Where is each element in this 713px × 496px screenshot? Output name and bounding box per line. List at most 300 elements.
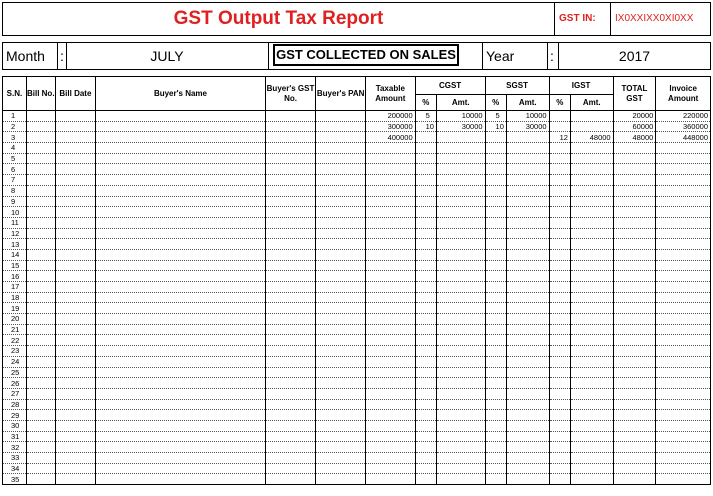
cell-invoice-amount[interactable] bbox=[656, 282, 711, 293]
cell-cgst-pct[interactable] bbox=[415, 442, 436, 453]
cell-sgst-pct[interactable] bbox=[485, 271, 506, 282]
cell-total-gst[interactable] bbox=[613, 453, 656, 464]
cell-invoice-amount[interactable] bbox=[656, 453, 711, 464]
cell-total-gst[interactable] bbox=[613, 346, 656, 357]
cell-sgst-amt[interactable] bbox=[506, 185, 549, 196]
cell-buyer-gst[interactable] bbox=[265, 228, 316, 239]
cell-buyer-pan[interactable] bbox=[316, 164, 366, 175]
cell-buyer-name[interactable] bbox=[96, 378, 265, 389]
cell-invoice-amount[interactable] bbox=[656, 399, 711, 410]
cell-buyer-name[interactable] bbox=[96, 271, 265, 282]
cell-bill-date[interactable] bbox=[55, 292, 96, 303]
cell-sn[interactable]: 15 bbox=[3, 260, 27, 271]
cell-sgst-amt[interactable] bbox=[506, 314, 549, 325]
cell-cgst-pct[interactable] bbox=[415, 303, 436, 314]
cell-cgst-amt[interactable] bbox=[436, 463, 485, 474]
cell-cgst-pct[interactable]: 10 bbox=[415, 121, 436, 132]
cell-buyer-pan[interactable] bbox=[316, 239, 366, 250]
cell-igst-amt[interactable] bbox=[570, 303, 613, 314]
cell-buyer-pan[interactable] bbox=[316, 399, 366, 410]
cell-igst-pct[interactable] bbox=[549, 356, 570, 367]
cell-cgst-amt[interactable] bbox=[436, 164, 485, 175]
cell-igst-amt[interactable] bbox=[570, 271, 613, 282]
cell-sgst-pct[interactable] bbox=[485, 303, 506, 314]
cell-sgst-amt[interactable]: 30000 bbox=[506, 121, 549, 132]
cell-buyer-name[interactable] bbox=[96, 292, 265, 303]
cell-taxable-amount[interactable]: 200000 bbox=[365, 111, 415, 122]
cell-bill-date[interactable] bbox=[55, 335, 96, 346]
cell-sgst-amt[interactable] bbox=[506, 196, 549, 207]
cell-igst-pct[interactable] bbox=[549, 164, 570, 175]
cell-buyer-name[interactable] bbox=[96, 282, 265, 293]
cell-buyer-pan[interactable] bbox=[316, 388, 366, 399]
cell-bill-no[interactable] bbox=[26, 367, 55, 378]
cell-buyer-gst[interactable] bbox=[265, 453, 316, 464]
cell-taxable-amount[interactable] bbox=[365, 442, 415, 453]
cell-taxable-amount[interactable] bbox=[365, 196, 415, 207]
cell-sgst-pct[interactable] bbox=[485, 431, 506, 442]
cell-invoice-amount[interactable] bbox=[656, 324, 711, 335]
cell-sgst-pct[interactable] bbox=[485, 282, 506, 293]
cell-igst-amt[interactable] bbox=[570, 335, 613, 346]
cell-buyer-gst[interactable] bbox=[265, 399, 316, 410]
cell-bill-date[interactable] bbox=[55, 207, 96, 218]
cell-buyer-pan[interactable] bbox=[316, 356, 366, 367]
cell-sgst-amt[interactable] bbox=[506, 292, 549, 303]
cell-cgst-amt[interactable] bbox=[436, 474, 485, 485]
cell-bill-date[interactable] bbox=[55, 420, 96, 431]
cell-igst-pct[interactable] bbox=[549, 367, 570, 378]
cell-total-gst[interactable] bbox=[613, 164, 656, 175]
cell-sgst-pct[interactable] bbox=[485, 249, 506, 260]
cell-bill-no[interactable] bbox=[26, 474, 55, 485]
cell-buyer-pan[interactable] bbox=[316, 324, 366, 335]
cell-igst-amt[interactable] bbox=[570, 314, 613, 325]
cell-sgst-amt[interactable] bbox=[506, 164, 549, 175]
cell-taxable-amount[interactable]: 300000 bbox=[365, 121, 415, 132]
cell-bill-no[interactable] bbox=[26, 410, 55, 421]
cell-invoice-amount[interactable] bbox=[656, 420, 711, 431]
cell-cgst-pct[interactable] bbox=[415, 185, 436, 196]
cell-buyer-pan[interactable] bbox=[316, 121, 366, 132]
cell-total-gst[interactable] bbox=[613, 271, 656, 282]
cell-buyer-gst[interactable] bbox=[265, 111, 316, 122]
cell-igst-pct[interactable] bbox=[549, 453, 570, 464]
cell-total-gst[interactable] bbox=[613, 399, 656, 410]
cell-invoice-amount[interactable] bbox=[656, 378, 711, 389]
cell-sgst-amt[interactable] bbox=[506, 303, 549, 314]
cell-total-gst[interactable] bbox=[613, 217, 656, 228]
cell-buyer-name[interactable] bbox=[96, 431, 265, 442]
cell-igst-pct[interactable] bbox=[549, 271, 570, 282]
cell-sgst-pct[interactable] bbox=[485, 420, 506, 431]
cell-buyer-pan[interactable] bbox=[316, 367, 366, 378]
cell-buyer-name[interactable] bbox=[96, 175, 265, 186]
cell-taxable-amount[interactable] bbox=[365, 303, 415, 314]
cell-buyer-gst[interactable] bbox=[265, 356, 316, 367]
cell-igst-pct[interactable] bbox=[549, 143, 570, 154]
cell-bill-no[interactable] bbox=[26, 314, 55, 325]
cell-cgst-pct[interactable] bbox=[415, 164, 436, 175]
cell-cgst-amt[interactable] bbox=[436, 282, 485, 293]
cell-buyer-gst[interactable] bbox=[265, 260, 316, 271]
cell-invoice-amount[interactable]: 220000 bbox=[656, 111, 711, 122]
cell-total-gst[interactable] bbox=[613, 335, 656, 346]
cell-bill-date[interactable] bbox=[55, 121, 96, 132]
cell-taxable-amount[interactable] bbox=[365, 367, 415, 378]
cell-buyer-pan[interactable] bbox=[316, 217, 366, 228]
cell-cgst-amt[interactable] bbox=[436, 271, 485, 282]
cell-bill-date[interactable] bbox=[55, 399, 96, 410]
cell-invoice-amount[interactable] bbox=[656, 410, 711, 421]
cell-invoice-amount[interactable]: 360000 bbox=[656, 121, 711, 132]
cell-invoice-amount[interactable] bbox=[656, 367, 711, 378]
cell-buyer-gst[interactable] bbox=[265, 207, 316, 218]
cell-buyer-name[interactable] bbox=[96, 474, 265, 485]
cell-cgst-amt[interactable] bbox=[436, 356, 485, 367]
cell-taxable-amount[interactable] bbox=[365, 314, 415, 325]
cell-bill-date[interactable] bbox=[55, 346, 96, 357]
cell-invoice-amount[interactable] bbox=[656, 474, 711, 485]
cell-igst-amt[interactable] bbox=[570, 410, 613, 421]
cell-buyer-name[interactable] bbox=[96, 121, 265, 132]
cell-bill-date[interactable] bbox=[55, 453, 96, 464]
cell-buyer-gst[interactable] bbox=[265, 324, 316, 335]
cell-buyer-gst[interactable] bbox=[265, 132, 316, 143]
cell-sgst-amt[interactable] bbox=[506, 271, 549, 282]
cell-buyer-gst[interactable] bbox=[265, 153, 316, 164]
cell-sgst-amt[interactable] bbox=[506, 388, 549, 399]
cell-total-gst[interactable] bbox=[613, 185, 656, 196]
cell-sgst-pct[interactable] bbox=[485, 143, 506, 154]
cell-sgst-amt[interactable] bbox=[506, 356, 549, 367]
cell-buyer-name[interactable] bbox=[96, 399, 265, 410]
cell-sn[interactable]: 20 bbox=[3, 314, 27, 325]
cell-buyer-gst[interactable] bbox=[265, 420, 316, 431]
cell-total-gst[interactable] bbox=[613, 324, 656, 335]
cell-igst-pct[interactable] bbox=[549, 239, 570, 250]
cell-bill-date[interactable] bbox=[55, 175, 96, 186]
cell-cgst-amt[interactable] bbox=[436, 442, 485, 453]
cell-igst-amt[interactable] bbox=[570, 356, 613, 367]
cell-igst-amt[interactable] bbox=[570, 420, 613, 431]
cell-igst-amt[interactable] bbox=[570, 249, 613, 260]
cell-sn[interactable]: 22 bbox=[3, 335, 27, 346]
cell-taxable-amount[interactable] bbox=[365, 399, 415, 410]
cell-bill-no[interactable] bbox=[26, 303, 55, 314]
cell-bill-no[interactable] bbox=[26, 292, 55, 303]
cell-total-gst[interactable] bbox=[613, 239, 656, 250]
cell-buyer-gst[interactable] bbox=[265, 175, 316, 186]
cell-igst-pct[interactable] bbox=[549, 335, 570, 346]
cell-buyer-gst[interactable] bbox=[265, 121, 316, 132]
cell-igst-pct[interactable] bbox=[549, 292, 570, 303]
cell-igst-amt[interactable] bbox=[570, 442, 613, 453]
cell-buyer-pan[interactable] bbox=[316, 153, 366, 164]
cell-igst-amt[interactable] bbox=[570, 463, 613, 474]
cell-cgst-pct[interactable] bbox=[415, 367, 436, 378]
cell-bill-date[interactable] bbox=[55, 132, 96, 143]
cell-sn[interactable]: 13 bbox=[3, 239, 27, 250]
cell-buyer-pan[interactable] bbox=[316, 410, 366, 421]
cell-taxable-amount[interactable] bbox=[365, 346, 415, 357]
cell-sn[interactable]: 30 bbox=[3, 420, 27, 431]
cell-sgst-pct[interactable] bbox=[485, 367, 506, 378]
cell-buyer-gst[interactable] bbox=[265, 378, 316, 389]
cell-sn[interactable]: 2 bbox=[3, 121, 27, 132]
cell-buyer-gst[interactable] bbox=[265, 217, 316, 228]
cell-sgst-amt[interactable] bbox=[506, 378, 549, 389]
cell-invoice-amount[interactable] bbox=[656, 207, 711, 218]
cell-buyer-name[interactable] bbox=[96, 346, 265, 357]
cell-bill-no[interactable] bbox=[26, 111, 55, 122]
cell-bill-date[interactable] bbox=[55, 185, 96, 196]
cell-igst-pct[interactable] bbox=[549, 314, 570, 325]
cell-cgst-pct[interactable] bbox=[415, 207, 436, 218]
cell-cgst-pct[interactable] bbox=[415, 378, 436, 389]
cell-sgst-pct[interactable] bbox=[485, 346, 506, 357]
cell-sgst-pct[interactable] bbox=[485, 175, 506, 186]
cell-bill-no[interactable] bbox=[26, 356, 55, 367]
cell-igst-pct[interactable] bbox=[549, 111, 570, 122]
cell-bill-no[interactable] bbox=[26, 282, 55, 293]
cell-sn[interactable]: 31 bbox=[3, 431, 27, 442]
cell-buyer-pan[interactable] bbox=[316, 132, 366, 143]
cell-cgst-pct[interactable] bbox=[415, 153, 436, 164]
cell-sgst-amt[interactable] bbox=[506, 410, 549, 421]
cell-igst-pct[interactable] bbox=[549, 228, 570, 239]
cell-sgst-pct[interactable] bbox=[485, 292, 506, 303]
cell-buyer-name[interactable] bbox=[96, 453, 265, 464]
cell-buyer-name[interactable] bbox=[96, 249, 265, 260]
cell-bill-date[interactable] bbox=[55, 367, 96, 378]
cell-bill-no[interactable] bbox=[26, 324, 55, 335]
cell-sgst-pct[interactable] bbox=[485, 356, 506, 367]
cell-igst-pct[interactable] bbox=[549, 185, 570, 196]
cell-igst-pct[interactable] bbox=[549, 474, 570, 485]
year-value[interactable]: 2017 bbox=[618, 48, 651, 64]
cell-igst-amt[interactable] bbox=[570, 292, 613, 303]
cell-buyer-pan[interactable] bbox=[316, 282, 366, 293]
cell-sgst-pct[interactable] bbox=[485, 207, 506, 218]
cell-buyer-gst[interactable] bbox=[265, 410, 316, 421]
cell-sgst-amt[interactable] bbox=[506, 420, 549, 431]
cell-cgst-amt[interactable] bbox=[436, 228, 485, 239]
cell-sgst-amt[interactable] bbox=[506, 399, 549, 410]
cell-sgst-amt[interactable] bbox=[506, 474, 549, 485]
cell-buyer-gst[interactable] bbox=[265, 474, 316, 485]
cell-taxable-amount[interactable] bbox=[365, 453, 415, 464]
cell-taxable-amount[interactable] bbox=[365, 175, 415, 186]
cell-sn[interactable]: 23 bbox=[3, 346, 27, 357]
cell-buyer-name[interactable] bbox=[96, 196, 265, 207]
cell-buyer-gst[interactable] bbox=[265, 346, 316, 357]
cell-igst-pct[interactable] bbox=[549, 303, 570, 314]
cell-bill-no[interactable] bbox=[26, 260, 55, 271]
cell-cgst-amt[interactable] bbox=[436, 175, 485, 186]
cell-sgst-pct[interactable] bbox=[485, 239, 506, 250]
cell-taxable-amount[interactable] bbox=[365, 164, 415, 175]
cell-sgst-amt[interactable] bbox=[506, 132, 549, 143]
cell-cgst-pct[interactable] bbox=[415, 239, 436, 250]
cell-total-gst[interactable] bbox=[613, 474, 656, 485]
cell-cgst-amt[interactable] bbox=[436, 431, 485, 442]
cell-buyer-gst[interactable] bbox=[265, 239, 316, 250]
cell-sgst-amt[interactable] bbox=[506, 346, 549, 357]
cell-sgst-amt[interactable] bbox=[506, 442, 549, 453]
cell-bill-date[interactable] bbox=[55, 388, 96, 399]
cell-sn[interactable]: 29 bbox=[3, 410, 27, 421]
cell-bill-date[interactable] bbox=[55, 356, 96, 367]
cell-bill-date[interactable] bbox=[55, 260, 96, 271]
cell-buyer-name[interactable] bbox=[96, 463, 265, 474]
cell-igst-pct[interactable] bbox=[549, 175, 570, 186]
cell-bill-date[interactable] bbox=[55, 239, 96, 250]
cell-sn[interactable]: 6 bbox=[3, 164, 27, 175]
cell-buyer-gst[interactable] bbox=[265, 292, 316, 303]
cell-taxable-amount[interactable] bbox=[365, 249, 415, 260]
cell-buyer-pan[interactable] bbox=[316, 196, 366, 207]
cell-cgst-pct[interactable] bbox=[415, 292, 436, 303]
cell-igst-amt[interactable] bbox=[570, 453, 613, 464]
cell-bill-date[interactable] bbox=[55, 303, 96, 314]
cell-bill-no[interactable] bbox=[26, 228, 55, 239]
cell-taxable-amount[interactable] bbox=[365, 185, 415, 196]
cell-invoice-amount[interactable] bbox=[656, 442, 711, 453]
cell-cgst-amt[interactable] bbox=[436, 260, 485, 271]
cell-total-gst[interactable]: 48000 bbox=[613, 132, 656, 143]
cell-sn[interactable]: 4 bbox=[3, 143, 27, 154]
cell-taxable-amount[interactable] bbox=[365, 292, 415, 303]
cell-cgst-pct[interactable] bbox=[415, 271, 436, 282]
cell-buyer-name[interactable] bbox=[96, 153, 265, 164]
cell-bill-no[interactable] bbox=[26, 196, 55, 207]
cell-taxable-amount[interactable] bbox=[365, 474, 415, 485]
cell-bill-no[interactable] bbox=[26, 153, 55, 164]
cell-buyer-gst[interactable] bbox=[265, 367, 316, 378]
cell-sgst-amt[interactable] bbox=[506, 228, 549, 239]
cell-igst-amt[interactable] bbox=[570, 143, 613, 154]
cell-bill-date[interactable] bbox=[55, 143, 96, 154]
cell-bill-date[interactable] bbox=[55, 196, 96, 207]
cell-cgst-pct[interactable] bbox=[415, 474, 436, 485]
cell-invoice-amount[interactable] bbox=[656, 292, 711, 303]
cell-sn[interactable]: 11 bbox=[3, 217, 27, 228]
cell-buyer-gst[interactable] bbox=[265, 196, 316, 207]
cell-igst-pct[interactable] bbox=[549, 378, 570, 389]
cell-bill-no[interactable] bbox=[26, 217, 55, 228]
gstin-value[interactable]: IX0XXIXX0XI0XX bbox=[615, 13, 694, 24]
cell-bill-date[interactable] bbox=[55, 153, 96, 164]
cell-igst-pct[interactable] bbox=[549, 249, 570, 260]
cell-sgst-pct[interactable] bbox=[485, 324, 506, 335]
cell-sn[interactable]: 10 bbox=[3, 207, 27, 218]
cell-total-gst[interactable] bbox=[613, 442, 656, 453]
cell-taxable-amount[interactable] bbox=[365, 217, 415, 228]
cell-sn[interactable]: 26 bbox=[3, 378, 27, 389]
cell-sgst-pct[interactable] bbox=[485, 378, 506, 389]
cell-bill-no[interactable] bbox=[26, 143, 55, 154]
cell-bill-date[interactable] bbox=[55, 282, 96, 293]
cell-igst-amt[interactable] bbox=[570, 228, 613, 239]
cell-buyer-name[interactable] bbox=[96, 217, 265, 228]
cell-sn[interactable]: 17 bbox=[3, 282, 27, 293]
cell-total-gst[interactable] bbox=[613, 410, 656, 421]
cell-taxable-amount[interactable] bbox=[365, 228, 415, 239]
cell-taxable-amount[interactable] bbox=[365, 143, 415, 154]
cell-taxable-amount[interactable]: 400000 bbox=[365, 132, 415, 143]
cell-igst-pct[interactable] bbox=[549, 260, 570, 271]
cell-taxable-amount[interactable] bbox=[365, 431, 415, 442]
cell-buyer-name[interactable] bbox=[96, 324, 265, 335]
cell-total-gst[interactable] bbox=[613, 260, 656, 271]
cell-sgst-amt[interactable] bbox=[506, 143, 549, 154]
cell-cgst-pct[interactable] bbox=[415, 217, 436, 228]
cell-bill-date[interactable] bbox=[55, 431, 96, 442]
cell-igst-pct[interactable] bbox=[549, 217, 570, 228]
cell-buyer-pan[interactable] bbox=[316, 474, 366, 485]
cell-cgst-pct[interactable] bbox=[415, 228, 436, 239]
cell-bill-date[interactable] bbox=[55, 111, 96, 122]
cell-invoice-amount[interactable] bbox=[656, 356, 711, 367]
cell-cgst-amt[interactable] bbox=[436, 239, 485, 250]
cell-invoice-amount[interactable] bbox=[656, 153, 711, 164]
cell-cgst-amt[interactable] bbox=[436, 346, 485, 357]
cell-igst-amt[interactable] bbox=[570, 217, 613, 228]
cell-cgst-amt[interactable] bbox=[436, 217, 485, 228]
cell-bill-no[interactable] bbox=[26, 378, 55, 389]
cell-buyer-pan[interactable] bbox=[316, 175, 366, 186]
cell-cgst-pct[interactable]: 5 bbox=[415, 111, 436, 122]
cell-igst-amt[interactable] bbox=[570, 185, 613, 196]
cell-cgst-amt[interactable] bbox=[436, 420, 485, 431]
cell-sgst-amt[interactable] bbox=[506, 324, 549, 335]
cell-sgst-amt[interactable] bbox=[506, 217, 549, 228]
cell-sgst-pct[interactable] bbox=[485, 196, 506, 207]
cell-total-gst[interactable] bbox=[613, 143, 656, 154]
cell-taxable-amount[interactable] bbox=[365, 324, 415, 335]
cell-invoice-amount[interactable] bbox=[656, 303, 711, 314]
cell-sgst-amt[interactable] bbox=[506, 335, 549, 346]
cell-buyer-pan[interactable] bbox=[316, 185, 366, 196]
cell-bill-no[interactable] bbox=[26, 442, 55, 453]
cell-buyer-name[interactable] bbox=[96, 335, 265, 346]
cell-bill-no[interactable] bbox=[26, 207, 55, 218]
cell-bill-no[interactable] bbox=[26, 239, 55, 250]
cell-sn[interactable]: 27 bbox=[3, 388, 27, 399]
cell-sgst-amt[interactable] bbox=[506, 260, 549, 271]
cell-bill-date[interactable] bbox=[55, 324, 96, 335]
cell-taxable-amount[interactable] bbox=[365, 239, 415, 250]
cell-buyer-pan[interactable] bbox=[316, 143, 366, 154]
cell-cgst-pct[interactable] bbox=[415, 260, 436, 271]
cell-sgst-pct[interactable] bbox=[485, 474, 506, 485]
cell-buyer-pan[interactable] bbox=[316, 314, 366, 325]
cell-buyer-gst[interactable] bbox=[265, 249, 316, 260]
cell-invoice-amount[interactable] bbox=[656, 196, 711, 207]
cell-cgst-amt[interactable] bbox=[436, 410, 485, 421]
cell-taxable-amount[interactable] bbox=[365, 271, 415, 282]
cell-bill-no[interactable] bbox=[26, 164, 55, 175]
cell-cgst-amt[interactable]: 30000 bbox=[436, 121, 485, 132]
cell-total-gst[interactable] bbox=[613, 420, 656, 431]
cell-igst-amt[interactable] bbox=[570, 346, 613, 357]
cell-buyer-pan[interactable] bbox=[316, 111, 366, 122]
cell-cgst-pct[interactable] bbox=[415, 399, 436, 410]
cell-igst-pct[interactable] bbox=[549, 153, 570, 164]
cell-total-gst[interactable] bbox=[613, 314, 656, 325]
cell-sgst-pct[interactable] bbox=[485, 185, 506, 196]
